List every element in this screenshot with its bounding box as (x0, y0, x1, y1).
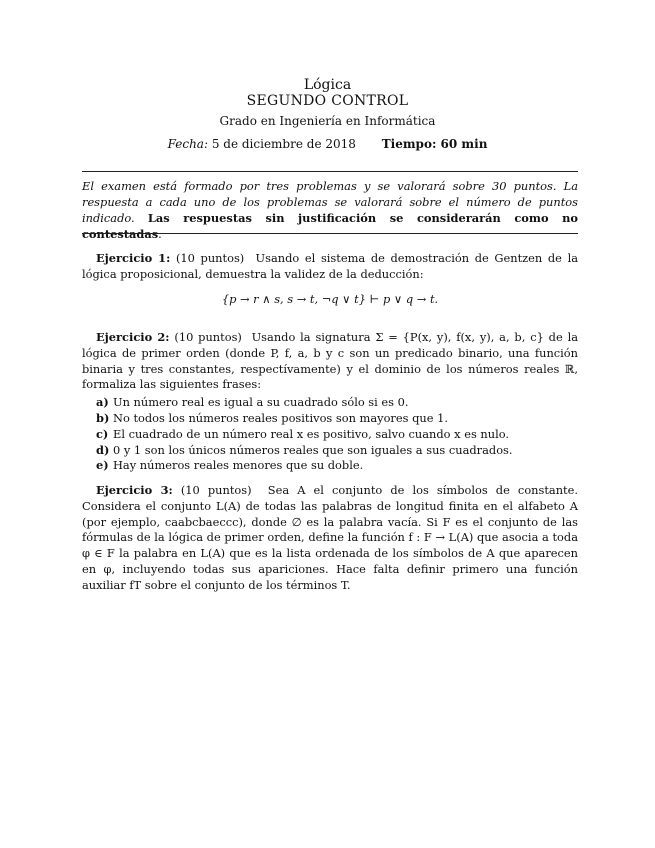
subject-title: Lógica (303, 77, 352, 93)
list-item (82, 443, 578, 459)
exam-title: SEGUNDO CONTROL (246, 93, 409, 109)
item-label: a) (96, 395, 109, 410)
item-text: El cuadrado de un número real x es positivo, salvo cuando x es nulo. (113, 426, 510, 441)
date-value: 5 de diciembre de 2018 (211, 137, 356, 151)
instructions-bold: Las respuestas sin justificación se considerarán como no contestadas (82, 211, 578, 241)
exam-duration: Tiempo: 60 min (381, 137, 488, 151)
exercise-2 (82, 330, 578, 474)
exercise-1-points: (10 puntos) (175, 251, 245, 265)
item-text: 0 y 1 son los únicos números reales que son iguales a sus cuadrados. (113, 442, 513, 457)
exercise-1-title: Ejercicio 1: (96, 251, 171, 265)
date-label: Fecha: (167, 137, 208, 151)
exercise-2-points: (10 puntos) (174, 330, 242, 344)
item-text: Un número real es igual a su cuadrado sólo si es 0. (113, 395, 409, 410)
exam-header (0, 77, 655, 152)
list-item (82, 411, 578, 427)
exercise-3 (82, 483, 578, 594)
degree-name: Grado en Ingeniería en Informática (219, 114, 436, 128)
item-label: b) (96, 410, 110, 425)
item-text: Hay números reales menores que su doble. (113, 458, 364, 473)
list-item (82, 458, 578, 474)
instructions-italic: El examen está formado por tres problemas y se valorará sobre 30 puntos. La respuesta a cada uno de los problemas se valorará sobre el número de puntos indicado. (82, 179, 578, 225)
exercise-1-text: Usando el sistema de demostración de Gentzen de la lógica proposicional, demuestra la validez de la deducción: (82, 251, 579, 281)
exercise-3-text: Sea A el conjunto de los símbolos de constante. Considera el conjunto L(A) de todas las palabras de longitud finita en el alfabeto A (por ejemplo, caabcbaeccc), donde ∅ es la palabra vacía. Si F es el conjunto de las fórmulas de la lógica de primer orden, define la función f : F → L(A) que asocia a toda φ ∈ F la palabra en L(A) que es la lista ordenada de los símbolos de A que aparecen en φ, incluyendo todas sus apariciones. Hace falta definir primero una función auxiliar fT sobre el conjunto de los términos T. (82, 483, 578, 592)
top-divider (82, 171, 578, 172)
instructions-end: . (158, 227, 162, 241)
exercise-3-title: Ejercicio 3: (96, 483, 173, 497)
item-label: c) (96, 426, 109, 441)
exercise-1 (82, 251, 578, 307)
list-item (82, 395, 578, 411)
exam-meta (0, 136, 655, 152)
bottom-divider (82, 233, 578, 234)
item-label: e) (96, 458, 109, 473)
exercise-3-points: (10 puntos) (180, 483, 252, 497)
exercise-1-formula: {p → r ∧ s, s → t, ¬q ∨ t} ⊢ p ∨ q → t. (221, 291, 439, 306)
exercise-2-items (82, 395, 578, 474)
item-label: d) (96, 442, 110, 457)
item-text: No todos los números reales positivos son mayores que 1. (113, 410, 448, 425)
exercise-2-title: Ejercicio 2: (96, 330, 170, 344)
exercise-2-text: Usando la signatura Σ = {P(x, y), f(x, y), a, b, c} de la lógica de primer orden (donde P, f, a, b y c son un predicado binario, una función binaria y tres constantes, respectívamente) y el dominio de los números reales ℝ, formaliza las siguientes frases: (82, 330, 579, 392)
list-item (82, 427, 578, 443)
